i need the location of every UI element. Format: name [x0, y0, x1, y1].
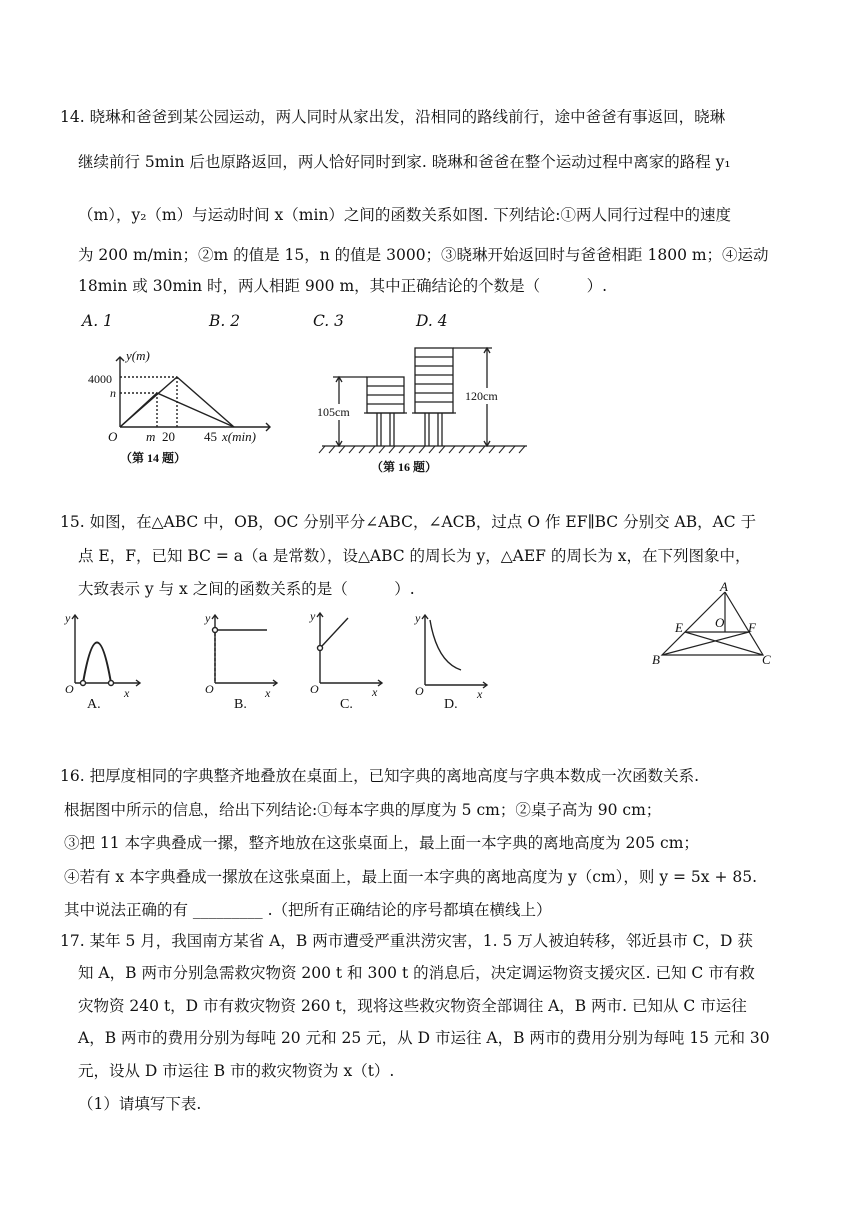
q15-graph-c-ylabel: y — [310, 609, 316, 623]
q15-graph-d-origin: O — [415, 684, 424, 698]
q15-graph-c-label: C. — [340, 697, 353, 712]
q16-line-3: ③把 11 本字典叠成一摞，整齐地放在这张桌面上，最上面一本字典的离地高度为 205 cm； — [64, 834, 699, 852]
q14-option-d: D. 4 — [416, 312, 448, 330]
q14-fig-ylabel: y(m) — [126, 348, 150, 363]
q15-graph-d-label: D. — [444, 697, 458, 712]
q14-fig-tick-n: n — [110, 386, 116, 400]
q15-tri-label-a: A — [720, 579, 728, 594]
q15-graph-d-ylabel: y — [415, 611, 421, 625]
q14-fig-origin: O — [108, 429, 118, 444]
q15-graph-a-origin: O — [65, 682, 74, 696]
q16-line-4: ④若有 x 本字典叠成一摞放在这张桌面上，最上面一本字典的离地高度为 y（cm），则 y = 5x + 85. — [64, 868, 758, 886]
q16-fig-105cm: 105cm — [317, 405, 350, 419]
q17-line-4: A，B 两市的费用分别为每吨 20 元和 25 元，从 D 市运往 A，B 两市的费用分别为每吨 15 元和 30 — [78, 1029, 770, 1047]
q14-fig-tick-m: m — [146, 429, 156, 444]
q15-triangle-figure — [650, 578, 780, 673]
q15-graph-b-ylabel: y — [205, 611, 211, 625]
q15-line-3: 大致表示 y 与 x 之间的函数关系的是（ ）. — [78, 580, 415, 598]
q14-line-3: （m），y₂（m）与运动时间 x（min）之间的函数关系如图. 下列结论:①两人同行过程中的速度 — [78, 206, 732, 224]
q14-fig-tick-4000: 4000 — [88, 372, 112, 386]
q15-tri-label-o: O — [715, 615, 725, 630]
q15-graph-a-ylabel: y — [65, 611, 71, 625]
q15-graph-d — [415, 610, 495, 710]
q15-graph-b-xlabel: x — [265, 686, 271, 700]
q15-tri-label-c: C — [762, 652, 771, 667]
q14-fig-tick-20: 20 — [162, 429, 175, 444]
q15-line-2: 点 E，F，已知 BC = a（a 是常数），设△ABC 的周长为 y，△AEF 的周长为 x，在下列图象中， — [78, 547, 751, 565]
q14-line-1: 14. 晓琳和爸爸到某公园运动，两人同时从家出发，沿相同的路线前行，途中爸爸有事返回，晓琳 — [60, 108, 726, 126]
q16-figure — [315, 340, 530, 480]
q17-line-5: 元，设从 D 市运往 B 市的救灾物资为 x（t）. — [78, 1062, 395, 1080]
q17-line-1: 17. 某年 5 月，我国南方某省 A，B 两市遭受严重洪涝灾害，1. 5 万人被迫转移，邻近县市 C，D 获 — [60, 932, 753, 950]
q14-fig-caption: （第 14 题） — [120, 451, 187, 465]
q15-line-1: 15. 如图，在△ABC 中，OB，OC 分别平分∠ABC，∠ACB，过点 O 作 EF∥BC 分别交 AB，AC 于 — [60, 513, 757, 531]
q15-graph-a-label: A. — [87, 697, 101, 712]
q14-line-4: 为 200 m/min；②m 的值是 15，n 的值是 3000；③晓琳开始返回时与爸爸相距 1800 m；④运动 — [78, 246, 769, 264]
q16-line-5: 其中说法正确的有 _________ .（把所有正确结论的序号都填在横线上） — [64, 901, 552, 919]
q15-graph-c — [310, 608, 390, 712]
q15-graph-b-origin: O — [205, 682, 214, 696]
q15-graph-d-xlabel: x — [477, 687, 483, 701]
q15-graph-b-label: B. — [234, 697, 247, 712]
q15-graph-c-xlabel: x — [372, 685, 378, 699]
q14-line-5: 18min 或 30min 时，两人相距 900 m，其中正确结论的个数是（ ）. — [78, 277, 608, 295]
q14-option-b: B. 2 — [209, 312, 241, 330]
q14-option-a: A. 1 — [82, 312, 113, 330]
q15-graph-a-xlabel: x — [124, 686, 130, 700]
q14-figure — [80, 345, 280, 475]
q17-line-3: 灾物资 240 t，D 市有救灾物资 260 t，现将这些救灾物资全部调往 A，B 两市. 已知从 C 市运往 — [78, 997, 747, 1015]
q15-graph-a — [65, 610, 145, 710]
q14-fig-xlabel: x(min) — [222, 429, 256, 444]
q17-line-2: 知 A，B 两市分别急需救灾物资 200 t 和 300 t 的消息后，决定调运物资支援灾区. 已知 C 市有救 — [78, 964, 755, 982]
q16-line-1: 16. 把厚度相同的字典整齐地叠放在桌面上，已知字典的离地高度与字典本数成一次函数关系. — [60, 767, 700, 785]
q14-fig-tick-45: 45 — [204, 429, 217, 444]
q15-tri-label-e: E — [675, 620, 683, 635]
q15-graph-c-origin: O — [310, 682, 319, 696]
q14-line-2: 继续前行 5min 后也原路返回，两人恰好同时到家. 晓琳和爸爸在整个运动过程中离家的路程 y₁ — [78, 153, 731, 171]
q15-tri-label-f: F — [748, 620, 756, 635]
q14-option-c: C. 3 — [313, 312, 345, 330]
q15-graph-b — [205, 610, 285, 710]
q17-line-6: （1）请填写下表. — [78, 1095, 202, 1113]
q16-line-2: 根据图中所示的信息，给出下列结论:①每本字典的厚度为 5 cm；②桌子高为 90 cm； — [64, 801, 662, 819]
q15-tri-label-b: B — [652, 652, 660, 667]
q16-fig-120cm: 120cm — [465, 389, 498, 403]
q16-fig-caption: （第 16 题） — [371, 460, 438, 474]
